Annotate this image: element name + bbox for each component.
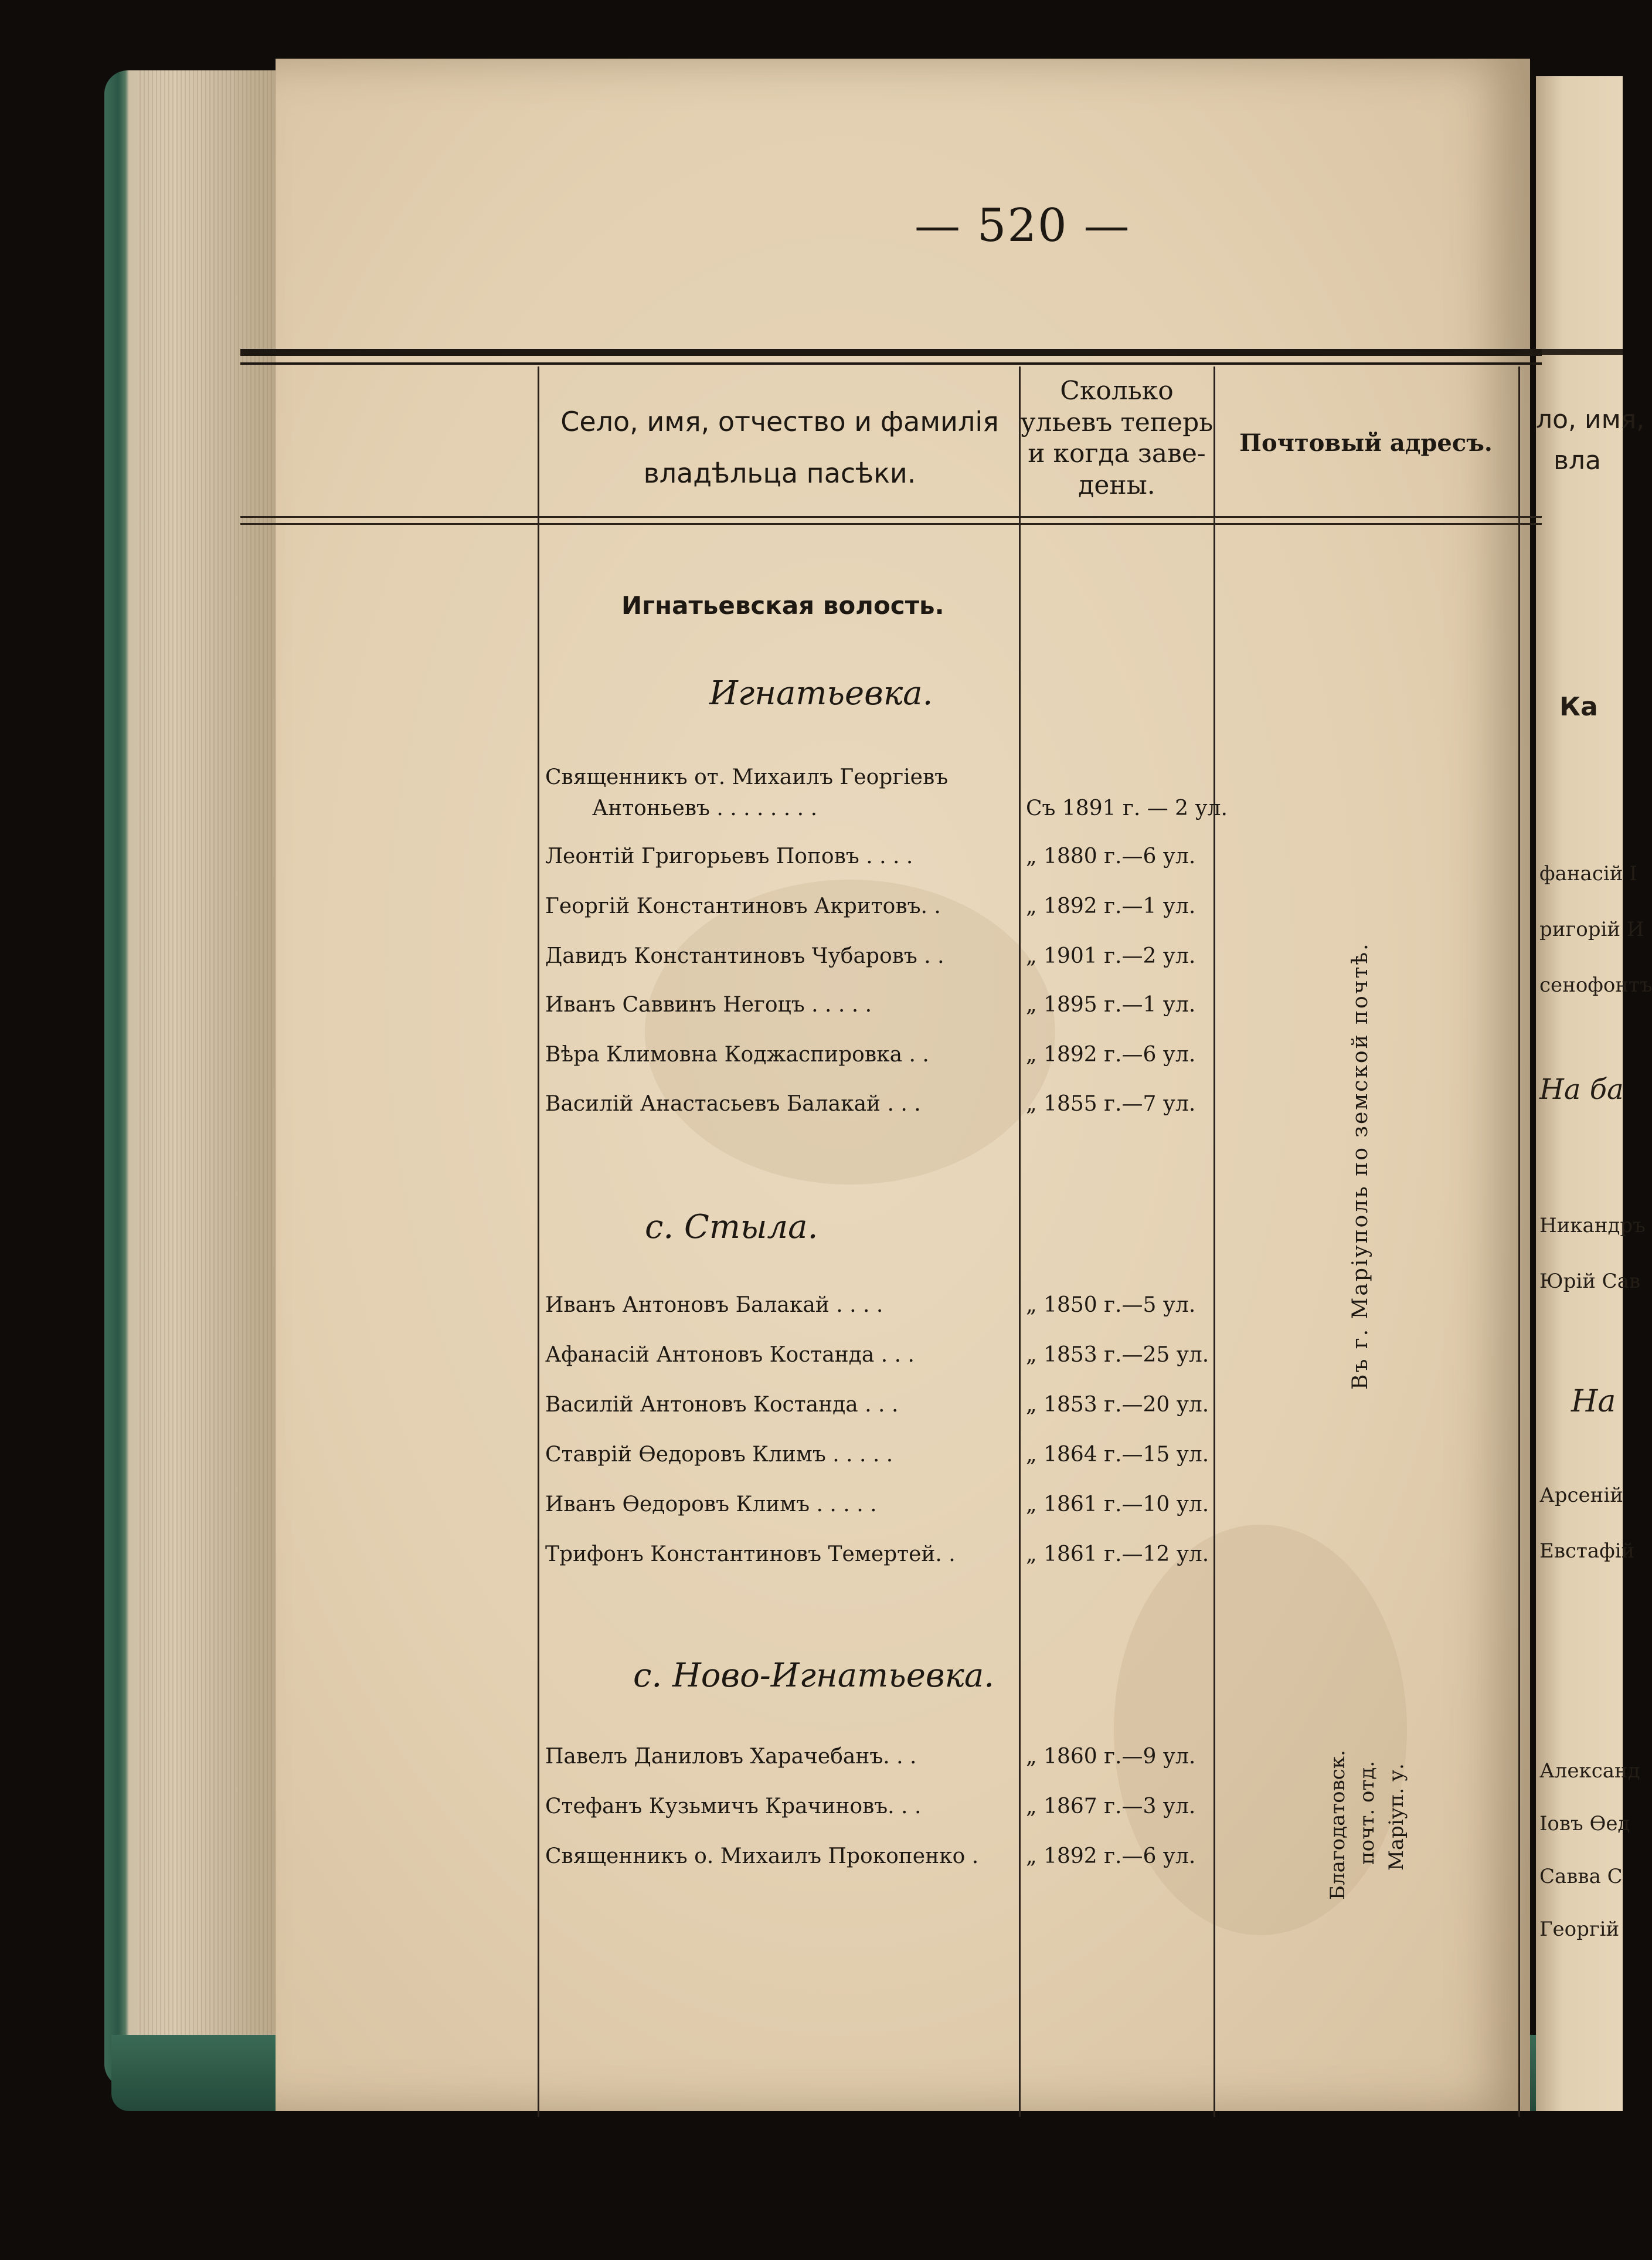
right-page-rule [1536, 349, 1623, 355]
hives-value: „ 1901 г.—2 ул. [1026, 944, 1196, 968]
village-heading: с. Ново-Игнатьевка. [633, 1657, 995, 1695]
owner-name: Иванъ Өедоровъ Климъ . . . . . [545, 1492, 877, 1516]
postal-address-sub: почт. отд. [1355, 1760, 1379, 1865]
header-owner-line: Село, имя, отчество и фамилія [560, 406, 999, 437]
right-page-section-fragment: Ка [1559, 692, 1598, 722]
header-postal: Почтовый адресъ. [1239, 429, 1493, 457]
hives-value: „ 1861 г.—10 ул. [1026, 1492, 1209, 1516]
right-page-name: Георгій [1539, 1918, 1620, 1941]
owner-name: Леонтій Григорьевъ Поповъ . . . . [545, 844, 913, 868]
paper-stain [645, 880, 1055, 1185]
owner-name: Афанасій Антоновъ Костанда . . . [545, 1343, 915, 1367]
page-number: — 520 — [915, 199, 1131, 252]
owner-name-continued: Антоньевъ . . . . . . . . [592, 796, 818, 820]
hives-value: Съ 1891 г. — 2 ул. [1026, 796, 1228, 820]
header-hives-line: Сколько [1060, 376, 1174, 406]
right-page-name: Евстафій [1539, 1539, 1635, 1563]
right-page-header-fragment: вла [1554, 446, 1602, 476]
owner-name: Василій Анастасьевъ Балакай . . . [545, 1092, 921, 1116]
column-divider [1019, 367, 1021, 2117]
right-page-name: сенофонтъ [1539, 973, 1652, 997]
right-page-name: Юрій Сав [1539, 1270, 1641, 1293]
hives-value: „ 1892 г.—6 ул. [1026, 1844, 1196, 1868]
book-page-edges [104, 70, 280, 2088]
owner-name: Ставрій Өедоровъ Климъ . . . . . [545, 1443, 893, 1467]
table-top-rule-thin [240, 362, 1542, 365]
owner-name: Стефанъ Кузьмичъ Крачиновъ. . . [545, 1794, 922, 1818]
header-hives-line: ульевъ теперь [1020, 407, 1213, 437]
right-page-name: Савва С [1539, 1865, 1623, 1888]
right-page-name: ригорій И [1539, 918, 1644, 941]
hives-value: „ 1892 г.—6 ул. [1026, 1043, 1196, 1067]
owner-name: Иванъ Антоновъ Балакай . . . . [545, 1293, 883, 1317]
hives-value: „ 1853 г.—25 ул. [1026, 1343, 1209, 1367]
postal-address-sub: Благодатовск. [1326, 1750, 1350, 1900]
table-top-rule [240, 349, 1542, 356]
column-divider [1213, 367, 1215, 2117]
owner-name: Священникъ от. Михаилъ Георгіевъ [545, 765, 949, 789]
header-hives-line: дены. [1078, 470, 1155, 501]
header-owner-line: владѣльца пасѣки. [643, 457, 916, 489]
hives-value: „ 1853 г.—20 ул. [1026, 1393, 1209, 1417]
owner-name: Священникъ о. Михаилъ Прокопенко . [545, 1844, 979, 1868]
right-page-name: Іовъ Өед [1539, 1812, 1630, 1835]
hives-value: „ 1880 г.—6 ул. [1026, 844, 1196, 868]
owner-name: Георгій Константиновъ Акритовъ. . [545, 894, 941, 918]
header-bottom-rule [240, 523, 1542, 525]
right-page-village-fragment: На ба [1539, 1073, 1624, 1106]
postal-address-main: Въ г. Маріуполь по земской почтѣ. [1348, 942, 1372, 1390]
owner-name: Василій Антоновъ Костанда . . . [545, 1393, 899, 1417]
right-page-name: Арсеній [1539, 1484, 1623, 1507]
right-page-village-fragment: На [1571, 1384, 1616, 1419]
hives-value: „ 1867 г.—3 ул. [1026, 1794, 1196, 1818]
right-page [1536, 76, 1652, 2111]
hives-value: „ 1855 г.—7 ул. [1026, 1092, 1196, 1116]
hives-value: „ 1850 г.—5 ул. [1026, 1293, 1196, 1317]
village-heading: Игнатьевка. [709, 674, 933, 712]
table-left-border [538, 367, 539, 2117]
right-page-name: фанасій І [1539, 862, 1637, 885]
hives-value: „ 1861 г.—12 ул. [1026, 1542, 1209, 1566]
header-hives-line: и когда заве- [1028, 439, 1206, 469]
owner-name: Давидъ Константиновъ Чубаровъ . . [545, 944, 944, 968]
village-heading: с. Стыла. [645, 1208, 818, 1246]
postal-address-sub: Маріуп. у. [1385, 1763, 1408, 1871]
hives-value: „ 1864 г.—15 ул. [1026, 1443, 1209, 1467]
hives-value: „ 1895 г.—1 ул. [1026, 993, 1196, 1017]
owner-name: Вѣра Климовна Коджаспировка . . [545, 1043, 929, 1067]
header-hives [1020, 375, 1213, 501]
owner-name: Павелъ Даниловъ Харачебанъ. . . [545, 1745, 917, 1769]
right-page-header-fragment: ло, имя, [1536, 405, 1645, 435]
table-right-border [1518, 367, 1520, 2117]
owner-name: Иванъ Саввинъ Негоцъ . . . . . [545, 993, 872, 1017]
right-page-name: Александ [1539, 1759, 1640, 1783]
header-owner [545, 405, 1014, 491]
paper-stain [1114, 1525, 1407, 1935]
header-bottom-rule [240, 516, 1542, 518]
owner-name: Трифонъ Константиновъ Темертей. . [545, 1542, 956, 1566]
volost-title: Игнатьевская волость. [621, 591, 944, 620]
right-page-name: Никандръ [1539, 1214, 1646, 1237]
hives-value: „ 1860 г.—9 ул. [1026, 1745, 1196, 1769]
hives-value: „ 1892 г.—1 ул. [1026, 894, 1196, 918]
